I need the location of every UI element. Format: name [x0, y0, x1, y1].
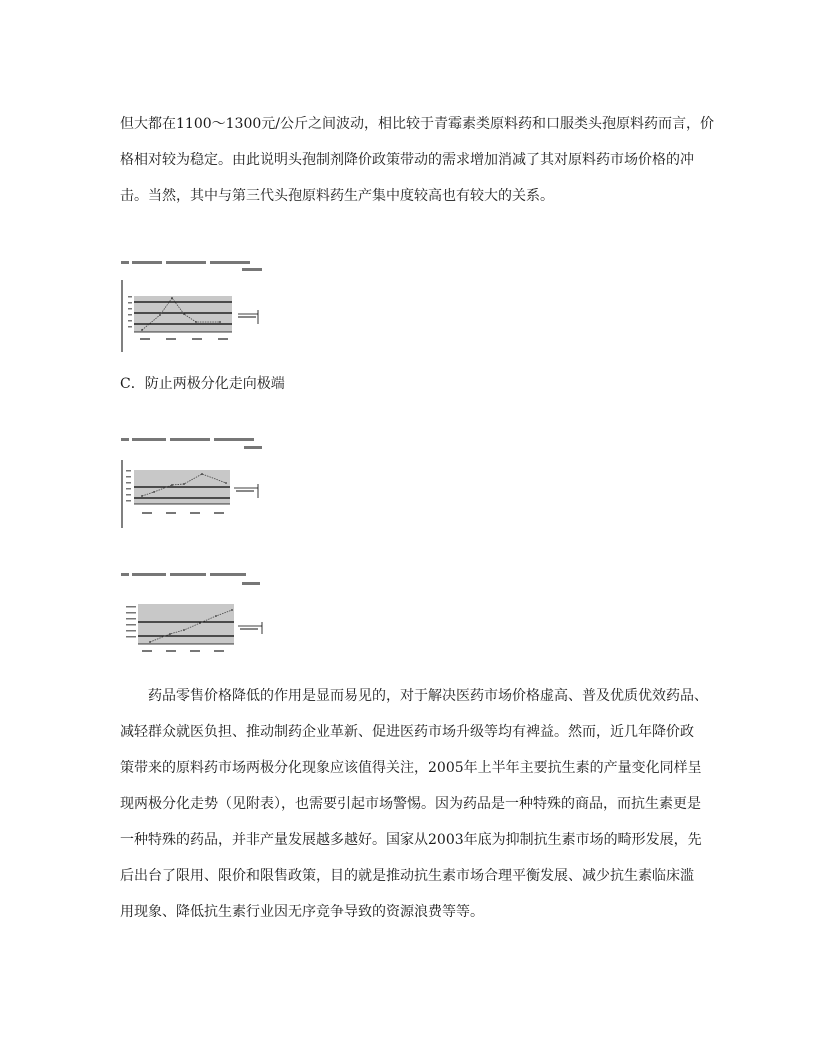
price-trend-figure-2 [120, 432, 268, 530]
paragraph-line: 现两极分化走势（见附表），也需要引起市场警惕。因为药品是一种特殊的商品，而抗生素更是 [120, 796, 701, 812]
paragraph-line: 用现象、降低抗生素行业因无序竞争导致的资源浪费等等。 [120, 904, 484, 920]
figure-3-caption-blur [121, 573, 260, 585]
figure-2-graphic [120, 432, 268, 530]
figure-3-plot-area [138, 604, 234, 644]
figure-2-caption-blur [121, 438, 262, 449]
paragraph-line: 策带来的原料药市场两极分化现象应该值得关注，2005年上半年主要抗生素的产量变化同样呈 [120, 760, 702, 776]
body-paragraph-1 [120, 106, 714, 214]
output-trend-figure-3 [120, 570, 268, 664]
paragraph-line: 后出台了限用、限价和限售政策，目的就是推动抗生素市场合理平衡发展、减少抗生素临床滥 [120, 868, 694, 884]
paragraph-line: 减轻群众就医负担、推动制药企业革新、促进医药市场升级等均有裨益。然而，近几年降价政 [120, 724, 694, 740]
price-trend-figure-1 [120, 258, 268, 354]
paragraph-line: 药品零售价格降低的作用是显而易见的，对于解决医药市场价格虚高、普及优质优效药品、 [120, 688, 708, 704]
body-paragraph-2 [120, 678, 708, 930]
figure-3-graphic [120, 570, 268, 664]
paragraph-line: 格相对较为稳定。由此说明头孢制剂降价政策带动的需求增加消减了其对原料药市场价格的冲 [120, 152, 694, 168]
figure-1-graphic [120, 258, 268, 354]
figure-1-caption-blur [121, 261, 262, 271]
paragraph-line: 一种特殊的药品，并非产量发展越多越好。国家从2003年底为抑制抗生素市场的畸形发展，先 [120, 832, 702, 848]
section-heading-c: C．防止两极分化走向极端 [120, 376, 285, 392]
paragraph-line: 但大都在1100～1300元/公斤之间波动，相比较于青霉素类原料药和口服类头孢原料药而言，价 [120, 116, 714, 132]
figure-1-plot-area [134, 296, 232, 332]
paragraph-line: 击。当然，其中与第三代头孢原料药生产集中度较高也有较大的关系。 [120, 188, 554, 204]
